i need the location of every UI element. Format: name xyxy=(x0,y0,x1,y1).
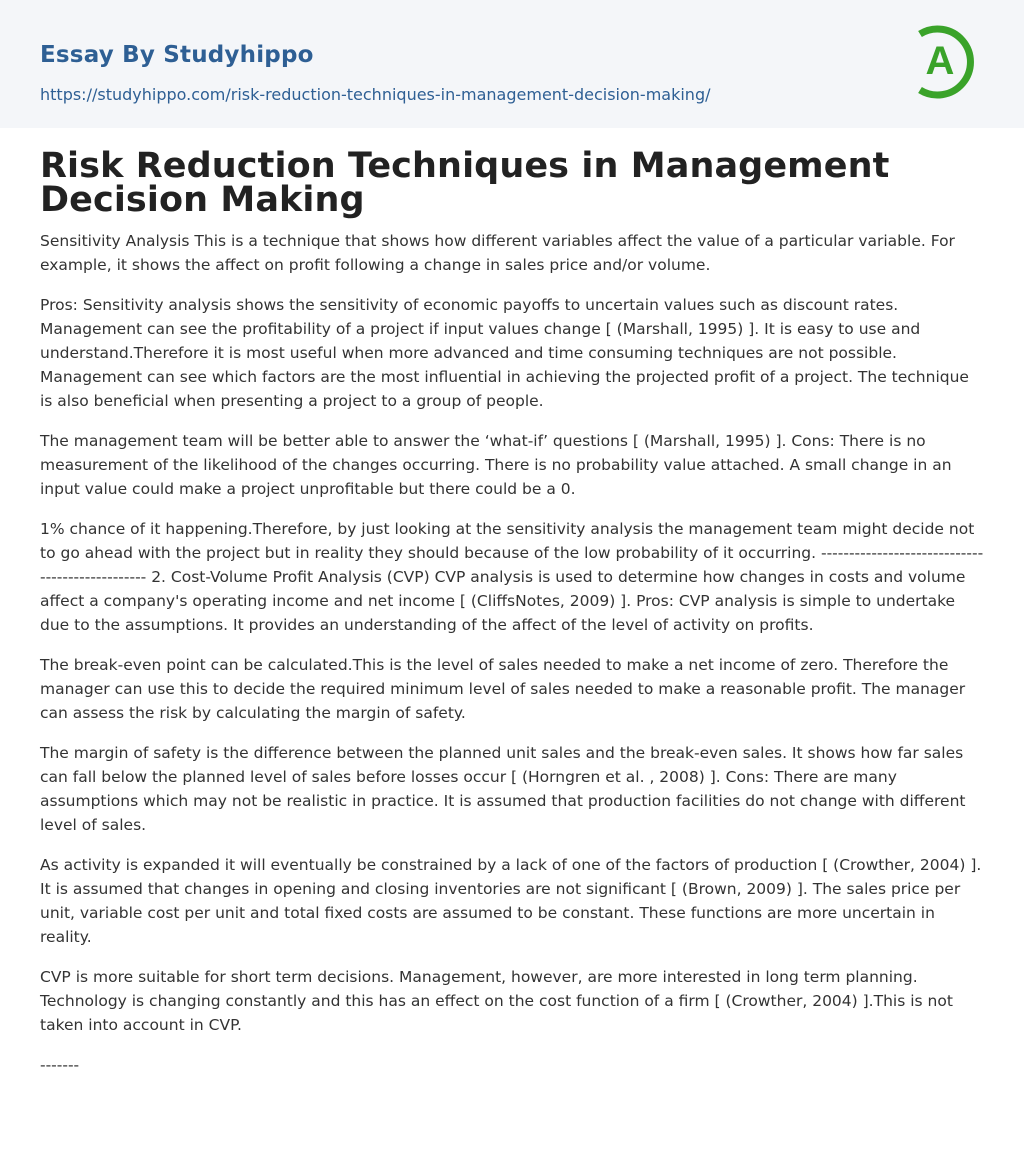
logo-icon xyxy=(912,18,986,106)
site-header xyxy=(0,0,1024,128)
studyhippo-logo[interactable] xyxy=(912,18,986,106)
page-title: Risk Reduction Techniques in Management Decision Making xyxy=(40,146,890,220)
article-paragraph: The management team will be better able to answer the ‘what-if’ questions [ (Marshall, 1995) ]. Cons: There is no measurement of the likelihood of the changes occurring. There is no probability value attached. A small change in an input value could make a project unprofitable but there could be a 0. xyxy=(40,432,952,498)
article-paragraph: Pros: Sensitivity analysis shows the sensitivity of economic payoffs to uncertain values such as discount rates. Management can see the profitability of a project if input values change [ (Marshall, 1995) ]. It is easy to use and understand.Therefore it is most useful when more advanced and time consuming techniques are not possible. Management can see which factors are the most influential in achieving the projected profit of a project. The technique is also beneficial when presenting a project to a group of people. xyxy=(40,296,969,410)
essay-url-link[interactable]: https://studyhippo.com/risk-reduction-techniques-in-management-decision-making/ xyxy=(40,85,711,104)
article-paragraph: As activity is expanded it will eventually be constrained by a lack of one of the factors of production [ (Crowther, 2004) ]. It is assumed that changes in opening and closing inventories are not significant [ (Brown, 2009) ]. The sales price per unit, variable cost per unit and total fixed costs are assumed to be constant. These functions are more uncertain in reality. xyxy=(40,856,982,946)
article-paragraph: The margin of safety is the difference between the planned unit sales and the break-even sales. It shows how far sales can fall below the planned level of sales before losses occur [ (Horngren et al. , 2008) ]. Cons: There are many assumptions which may not be realistic in practice. It is assumed that production facilities do not change with different level of sales. xyxy=(40,744,966,834)
logo-letter: A xyxy=(925,39,955,83)
article-paragraph: 1% chance of it happening.Therefore, by just looking at the sensitivity analysis the management team might decide not to go ahead with the project but in reality they should because of the low probability of it occurring. ------------------------------------------------ 2. Cost-Volume Profit Analysis (CVP) CVP analysis is used to determine how changes in costs and volume affect a company's operating income and net income [ (CliffsNotes, 2009) ]. Pros: CVP analysis is simple to undertake due to the assumptions. It provides an understanding of the affect of the level of activity on profits. xyxy=(40,520,984,634)
article-paragraph: The break-even point can be calculated.This is the level of sales needed to make a net income of zero. Therefore the manager can use this to decide the required minimum level of sales needed to make a reasonable profit. The manager can assess the risk by calculating the margin of safety. xyxy=(40,656,966,722)
article-separator: ------- xyxy=(40,1056,80,1074)
site-brand-title[interactable]: Essay By Studyhippo xyxy=(40,42,314,68)
article-paragraph: CVP is more suitable for short term decisions. Management, however, are more interested in long term planning. Technology is changing constantly and this has an effect on the cost function of a firm [ (Crowther, 2004) ].This is not taken into account in CVP. xyxy=(40,968,953,1034)
article xyxy=(0,128,1024,1077)
article-paragraph: Sensitivity Analysis This is a technique that shows how different variables affect the value of a particular variable. For example, it shows the affect on profit following a change in sales price and/or volume. xyxy=(40,232,955,274)
